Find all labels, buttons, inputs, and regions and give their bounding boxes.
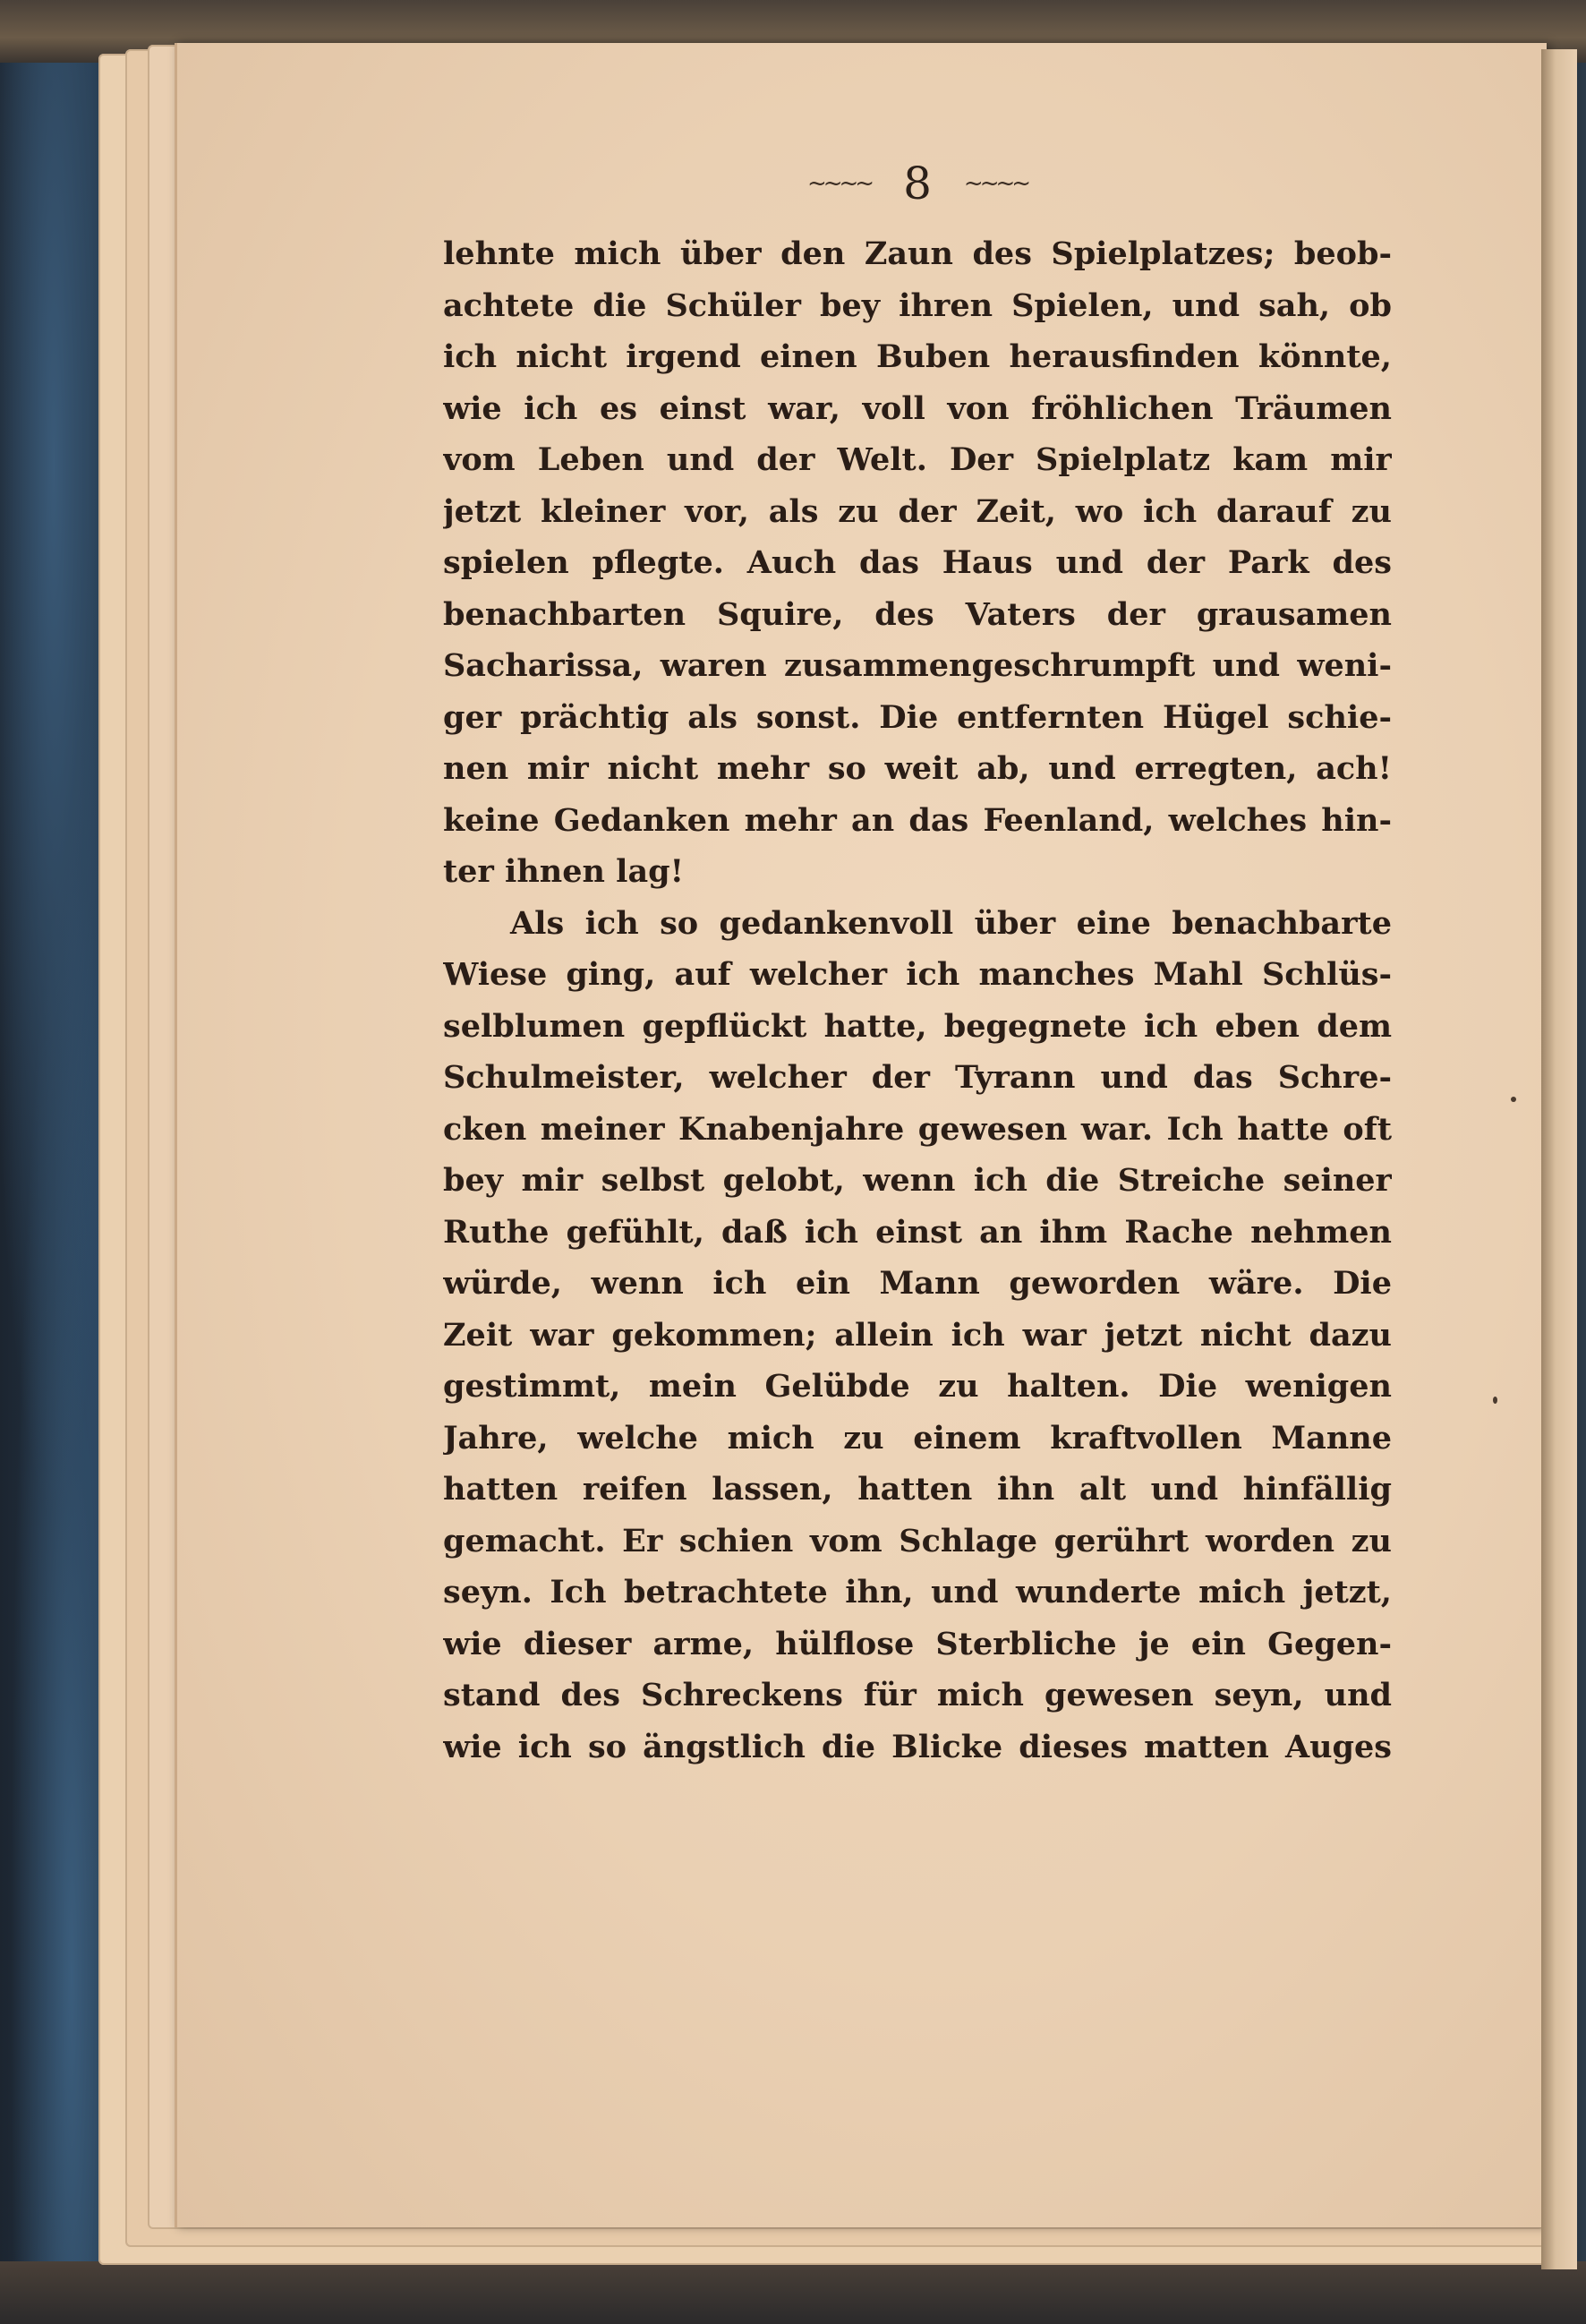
ornament-right: ~~~~ bbox=[963, 170, 1028, 197]
text-line: Schulmeister, welcher der Tyrann und das Schre- bbox=[443, 1059, 1392, 1096]
page-header bbox=[770, 152, 1065, 215]
text-line: wie ich es einst war, voll von fröhlichen Träumen bbox=[443, 389, 1392, 427]
text-line: jetzt kleiner vor, als zu der Zeit, wo ich darauf zu bbox=[443, 492, 1392, 530]
text-line: ich nicht irgend einen Buben herausfinden könnte, bbox=[443, 338, 1392, 375]
text-line: seyn. Ich betrachtete ihn, und wunderte mich jetzt, bbox=[443, 1574, 1392, 1611]
facing-page-edge bbox=[1541, 49, 1577, 2269]
text-line: bey mir selbst gelobt, wenn ich die Streiche seiner bbox=[443, 1162, 1392, 1199]
paper-speck bbox=[1493, 1397, 1497, 1404]
paragraph-1 bbox=[443, 228, 1392, 898]
text-line: lehnte mich über den Zaun des Spielplatzes; beob- bbox=[443, 235, 1392, 272]
text-line: Ruthe gefühlt, daß ich einst an ihm Rache nehmen bbox=[443, 1213, 1392, 1251]
ornament-left: ~~~~ bbox=[806, 170, 872, 197]
page-number: 8 bbox=[903, 158, 932, 209]
book-cover-bottom-edge bbox=[0, 2261, 1586, 2324]
text-line: Als ich so gedankenvoll über eine benachbarte bbox=[510, 904, 1392, 942]
text-line: Jahre, welche mich zu einem kraftvollen Manne bbox=[443, 1419, 1392, 1457]
text-line: Wiese ging, auf welcher ich manches Mahl Schlüs- bbox=[443, 956, 1392, 993]
text-line: gemacht. Er schien vom Schlage gerührt worden zu bbox=[443, 1522, 1392, 1559]
text-line: wie ich so ängstlich die Blicke dieses matten Auges bbox=[443, 1728, 1392, 1765]
text-line: ter ihnen lag! bbox=[443, 853, 684, 890]
text-line: ger prächtig als sonst. Die entfernten Hügel schie- bbox=[443, 698, 1392, 736]
text-line: selblumen gepflückt hatte, begegnete ich eben dem bbox=[443, 1007, 1392, 1045]
text-line: spielen pflegte. Auch das Haus und der Park des bbox=[443, 544, 1392, 581]
text-line: nen mir nicht mehr so weit ab, und erregten, ach! bbox=[443, 750, 1392, 787]
text-line: benachbarten Squire, des Vaters der grausamen bbox=[443, 595, 1392, 633]
text-line: achtete die Schüler bey ihren Spielen, und sah, ob bbox=[443, 286, 1392, 324]
text-line: cken meiner Knabenjahre gewesen war. Ich hatte oft bbox=[443, 1110, 1392, 1148]
text-line: würde, wenn ich ein Mann geworden wäre. Die bbox=[443, 1265, 1392, 1302]
body-text bbox=[443, 228, 1392, 1773]
text-line: vom Leben und der Welt. Der Spielplatz kam mir bbox=[443, 441, 1392, 478]
paragraph-2 bbox=[443, 898, 1392, 1773]
text-line: keine Gedanken mehr an das Feenland, welches hin- bbox=[443, 801, 1392, 839]
text-line: Sacharissa, waren zusammengeschrumpft und weni- bbox=[443, 647, 1392, 684]
text-line: Zeit war gekommen; allein ich war jetzt nicht dazu bbox=[443, 1316, 1392, 1354]
text-line: wie dieser arme, hülflose Sterbliche je ein Gegen- bbox=[443, 1625, 1392, 1662]
paper-speck bbox=[1511, 1097, 1516, 1102]
text-line: stand des Schreckens für mich gewesen seyn, und bbox=[443, 1677, 1392, 1713]
text-line: gestimmt, mein Gelübde zu halten. Die wenigen bbox=[443, 1368, 1392, 1405]
text-line: hatten reifen lassen, hatten ihn alt und hinfällig bbox=[443, 1471, 1392, 1508]
